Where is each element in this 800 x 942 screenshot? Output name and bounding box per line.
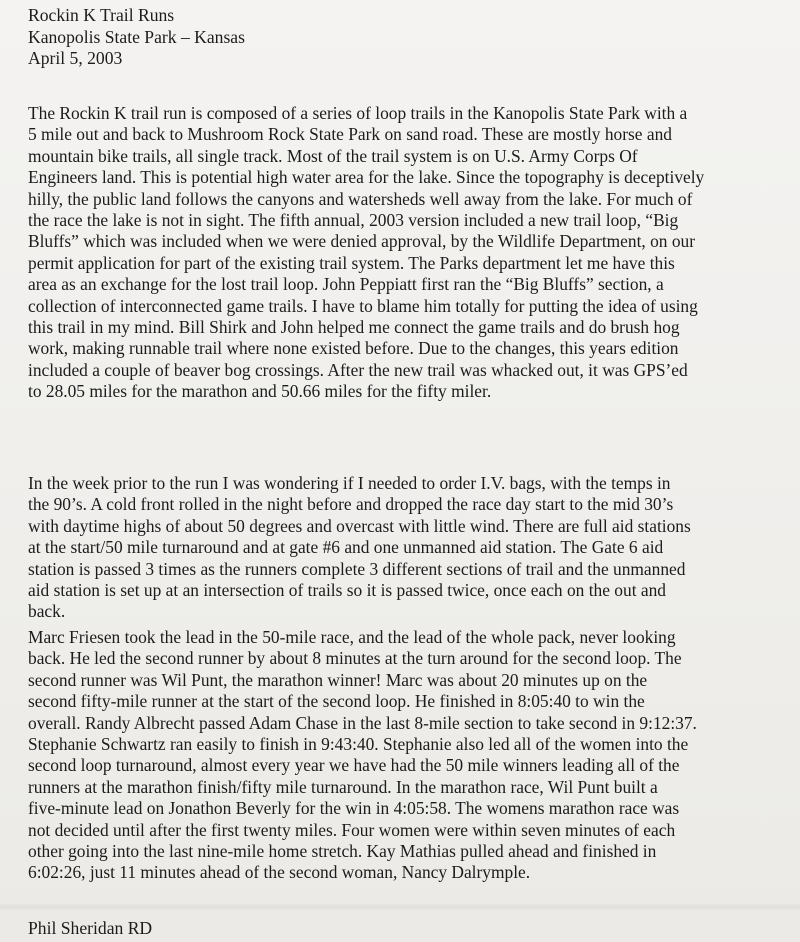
text-line: Engineers land. This is potential high water area for the lake. Since the topography is deceptively bbox=[28, 167, 705, 188]
text-line: five-minute lead on Jonathon Beverly for the win in 4:05:58. The womens marathon race was bbox=[28, 798, 680, 819]
text-line: included a couple of beaver bog crossings. After the new trail was whacked out, it was GPS’ed bbox=[28, 359, 688, 380]
text-line: In the week prior to the run I was wondering if I needed to order I.V. bags, with the temps in bbox=[28, 473, 671, 493]
page-fold-shadow bbox=[0, 903, 800, 911]
text-line: the race the lake is not in sight. The fifth annual, 2003 version included a new trail loop, “Big bbox=[28, 210, 679, 231]
text-line: to 28.05 miles for the marathon and 50.66 miles for the fifty miler. bbox=[28, 381, 492, 402]
text-line: aid station is set up at an intersection of trails so it is passed twice, once each on the out and bbox=[28, 580, 666, 601]
document-header bbox=[28, 5, 245, 70]
text-line: runners at the marathon finish/fifty mile turnaround. In the marathon race, Wil Punt built a bbox=[28, 776, 658, 797]
text-line: the 90’s. A cold front rolled in the night before and dropped the race day start to the mid 30’s bbox=[28, 494, 674, 515]
text-line: 5 mile out and back to Mushroom Rock State Park on sand road. These are mostly horse and bbox=[28, 124, 672, 145]
paragraph-weather-and-aid bbox=[28, 473, 798, 623]
text-line: hilly, the public land follows the canyons and watersheds well away from the lake. For much of bbox=[28, 188, 693, 209]
text-line: work, making runnable trail where none existed before. Due to the changes, this years edition bbox=[28, 338, 679, 359]
text-line: second loop turnaround, almost every year we have had the 50 mile winners leading all of the bbox=[28, 755, 680, 776]
text-line: Bluffs” which was included when we were denied approval, by the Wildlife Department, on our bbox=[28, 231, 696, 252]
paragraph-race-results bbox=[28, 627, 798, 884]
text-line: Stephanie Schwartz ran easily to finish in 9:43:40. Stephanie also led all of the women into the bbox=[28, 734, 689, 755]
event-location: Kanopolis State Park – Kansas bbox=[28, 26, 245, 47]
text-line: second fifty-mile runner at the start of the second loop. He finished in 8:05:40 to win the bbox=[28, 691, 645, 712]
text-line: not decided until after the first twenty miles. Four women were within seven minutes of each bbox=[28, 819, 676, 840]
text-line: other going into the last nine-mile home stretch. Kay Mathias pulled ahead and finished in bbox=[28, 841, 657, 862]
text-line: second runner was Wil Punt, the marathon winner! Marc was about 20 minutes up on the bbox=[28, 669, 648, 690]
text-line: at the start/50 mile turnaround and at gate #6 and one unmanned aid station. The Gate 6 aid bbox=[28, 537, 664, 558]
text-line: Marc Friesen took the lead in the 50-mile race, and the lead of the whole pack, never looking bbox=[28, 627, 676, 647]
text-line: overall. Randy Albrecht passed Adam Chase in the last 8-mile section to take second in 9:12:37. bbox=[28, 712, 697, 733]
event-title: Rockin K Trail Runs bbox=[28, 5, 175, 25]
text-line: this trail in my mind. Bill Shirk and John helped me connect the game trails and do brush hog bbox=[28, 317, 680, 338]
text-line: back. bbox=[28, 601, 66, 622]
text-line: area as an exchange for the lost trail loop. John Peppiatt first ran the “Big Bluffs” section, a bbox=[28, 274, 664, 295]
author-signature: Phil Sheridan RD bbox=[28, 918, 153, 938]
text-line: back. He led the second runner by about 8 minutes at the turn around for the second loop. The bbox=[28, 648, 682, 669]
text-line: The Rockin K trail run is composed of a series of loop trails in the Kanopolis State Park with a bbox=[28, 103, 688, 123]
text-line: mountain bike trails, all single track. Most of the trail system is on U.S. Army Corps Of bbox=[28, 145, 638, 166]
event-date: April 5, 2003 bbox=[28, 48, 123, 68]
paragraph-course-description bbox=[28, 103, 798, 403]
text-line: collection of interconnected game trails. I have to blame him totally for putting the idea of using bbox=[28, 295, 698, 316]
text-line: station is passed 3 times as the runners complete 3 different sections of trail and the unmanned bbox=[28, 558, 686, 579]
text-line: with daytime highs of about 50 degrees and overcast with little wind. There are full aid stations bbox=[28, 515, 691, 536]
text-line: 6:02:26, just 11 minutes ahead of the second woman, Nancy Dalrymple. bbox=[28, 862, 531, 883]
text-line: permit application for part of the existing trail system. The Parks department let me have this bbox=[28, 252, 675, 273]
